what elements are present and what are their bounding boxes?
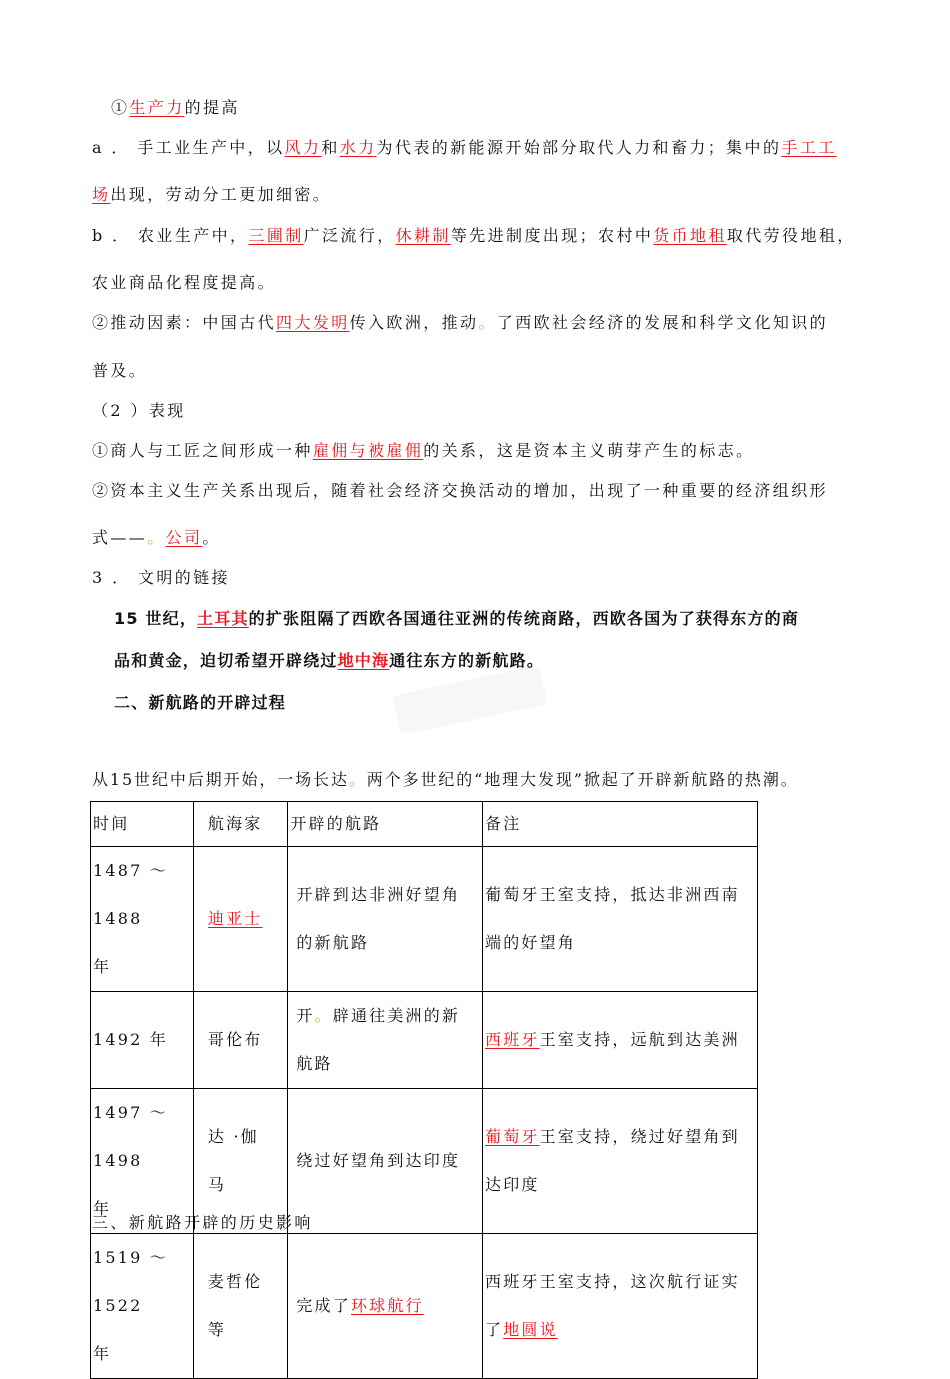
table-row (91, 1234, 758, 1379)
line-capitalism: ②资本主义生产关系出现后，随着社会经济交换活动的增加，出现了一种重要的经济组织形 (92, 481, 829, 500)
cell-time: 1492 年 (91, 992, 194, 1089)
line-discovery: 从15世纪中后期开始，一场长达。两个多世纪的“地理大发现”掀起了开辟新航路的热潮。 (92, 770, 799, 789)
line-agriculture-cont: 农业商品化程度提高。 (92, 273, 277, 292)
cell-navigator: 达 ·伽 马 (193, 1089, 287, 1234)
line-productivity: ①生产力的提高 (111, 98, 240, 117)
cell-time: 1487 ～1488 年 (91, 847, 194, 992)
line-agriculture: b ． 农业生产中，三圃制广泛流行，休耕制等先进制度出现；农村中货币地租取代劳役地租， (92, 226, 856, 245)
cell-notes: 西班牙王室支持，这次航行证实 了地圆说 (483, 1234, 758, 1379)
cell-navigator: 迪亚士 (193, 847, 287, 992)
line-employment: ①商人与工匠之间形成一种雇佣与被雇佣的关系，这是资本主义萌芽产生的标志。 (92, 441, 755, 460)
table-header-row (91, 802, 758, 847)
keyword: 雇佣与被雇佣 (312, 441, 424, 460)
section-manifestation: （2 ）表现 (92, 401, 186, 420)
header-time: 时间 (91, 802, 194, 847)
cell-notes: 西班牙王室支持，远航到达美洲 (483, 992, 758, 1089)
keyword: 地中海 (337, 651, 390, 670)
line-company: 式——。公司。 (92, 528, 221, 547)
keyword: 三圃制 (248, 226, 304, 245)
table-row (91, 1089, 758, 1234)
line-handicraft: a ． 手工业生产中，以风力和水力为代表的新能源开始部分取代人力和畜力；集中的手工工 (92, 138, 837, 157)
table-row (91, 992, 758, 1089)
keyword: 货币地租 (653, 226, 727, 245)
header-notes: 备注 (483, 802, 758, 847)
keyword: 四大发明 (276, 313, 350, 332)
cell-navigator: 麦哲伦 等 (193, 1234, 287, 1379)
keyword: 手工工 (781, 138, 837, 157)
section-heading-2: 二、新航路的开辟过程 (114, 693, 287, 712)
line-handicraft-cont: 场出现，劳动分工更加细密。 (92, 185, 332, 204)
cell-route: 开辟到达非洲好望角 的新航路 (288, 847, 483, 992)
keyword: 生产力 (129, 98, 185, 117)
line-new-route: 品和黄金，迫切希望开辟绕过地中海通往东方的新航路。 (114, 651, 545, 670)
cell-notes: 葡萄牙王室支持，抵达非洲西南 端的好望角 (483, 847, 758, 992)
line-driving-factor: ②推动因素：中国古代四大发明传入欧洲，推动。了西欧社会经济的发展和科学文化知识的 (92, 313, 829, 332)
keyword: 场 (92, 185, 111, 204)
line-driving-factor-cont: 普及。 (92, 361, 148, 380)
voyages-table (90, 801, 758, 1379)
header-route: 开辟的航路 (288, 802, 483, 847)
header-navigator: 航海家 (193, 802, 287, 847)
cell-route: 绕过好望角到达印度 (288, 1089, 483, 1234)
cell-route: 完成了环球航行 (288, 1234, 483, 1379)
keyword: 风力 (284, 138, 322, 157)
keyword: 公司 (165, 528, 203, 547)
keyword: 土耳其 (197, 609, 249, 628)
section-civilization-link: 3 ． 文明的链接 (92, 568, 230, 587)
watermark (392, 665, 547, 735)
cell-navigator: 哥伦布 (193, 992, 287, 1089)
cell-time: 1497 ～1498 年 (91, 1089, 194, 1234)
keyword: 休耕制 (395, 226, 451, 245)
section-heading-3: 三、新航路开辟的历史影响 (92, 1213, 313, 1232)
table-row (91, 847, 758, 992)
cell-notes: 葡萄牙王室支持，绕过好望角到 达印度 (483, 1089, 758, 1234)
keyword: 水力 (339, 138, 377, 157)
cell-route: 开。辟通往美洲的新 航路 (288, 992, 483, 1089)
line-turkey: 15 世纪，土耳其的扩张阻隔了西欧各国通往亚洲的传统商路，西欧各国为了获得东方的商 (114, 609, 800, 628)
cell-time: 1519 ～1522 年 (91, 1234, 194, 1379)
